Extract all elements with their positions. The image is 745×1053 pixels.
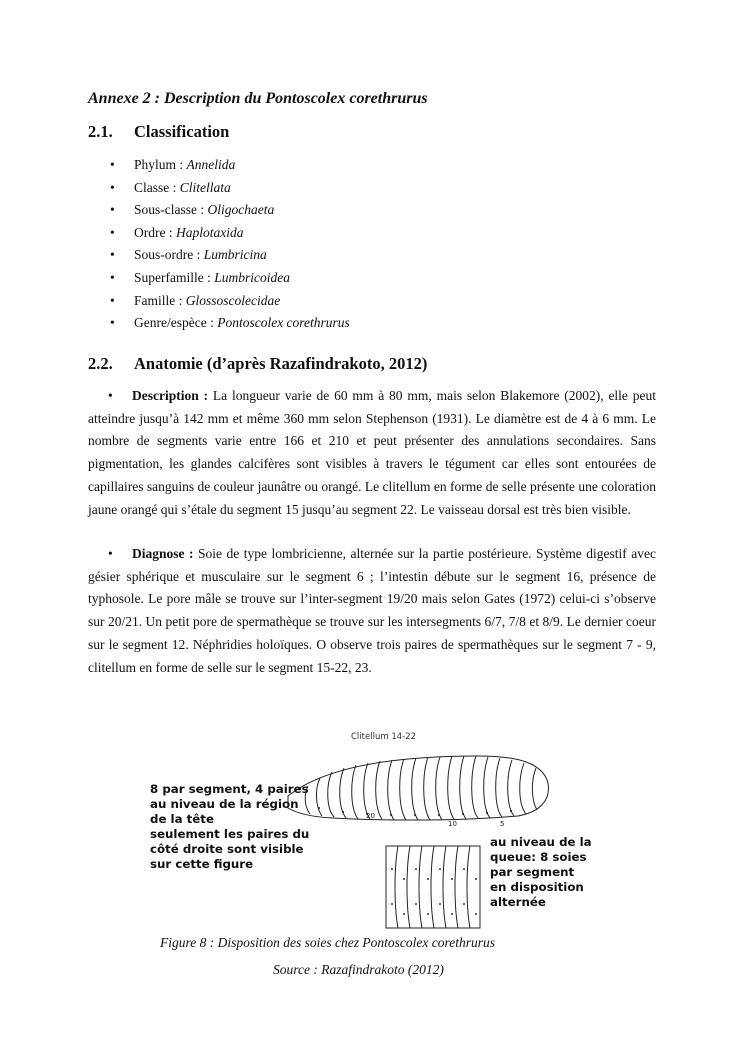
bullet-icon: • — [110, 315, 115, 331]
list-item: • Superfamille : Lumbricoidea — [110, 268, 350, 291]
bullet-icon: • — [110, 179, 115, 195]
description-paragraph — [88, 385, 656, 521]
list-item: • Genre/espèce : Pontoscolex corethrurus — [110, 313, 350, 336]
figure-label-head: 8 par segment, 4 paires au niveau de la région de la tête seulement les paires du côté droite sont visible sur cette figure — [150, 782, 310, 871]
figure-source: Source : Razafindrakoto (2012) — [273, 962, 444, 977]
diagnose-lead: Diagnose : — [132, 546, 194, 561]
bullet-icon: • — [110, 247, 115, 263]
bullet-icon: • — [110, 157, 115, 172]
worm-tail-outline — [386, 846, 480, 928]
section-heading-classification — [88, 122, 229, 142]
diagnose-paragraph — [88, 543, 656, 679]
worm-segments — [305, 756, 537, 820]
description-lead: Description : — [132, 388, 209, 403]
bullet-icon: • — [110, 292, 115, 308]
list-item: • Famille : Glossoscolecidae — [110, 291, 350, 314]
bullet-icon: • — [108, 546, 113, 561]
section-heading-anatomie — [88, 354, 427, 374]
list-item: • Sous-classe : Oligochaeta — [110, 200, 350, 223]
list-item: • Ordre : Haplotaxida — [110, 223, 350, 246]
figure-label-tail: au niveau de la queue: 8 soies par segment en disposition alternée — [490, 835, 592, 909]
segment-number: 5 — [500, 820, 505, 828]
bullet-icon: • — [110, 224, 115, 240]
classification-list — [110, 155, 350, 336]
segment-number: 20 — [366, 812, 375, 820]
annex-title: Annexe 2 : Description du Pontoscolex corethrurus — [88, 90, 428, 107]
bullet-icon: • — [110, 269, 115, 285]
clitellum-label: Clitellum 14-22 — [351, 732, 417, 742]
description-text: La longueur varie de 60 mm à 80 mm, mais selon Blakemore (2002), elle peut atteindre jusqu’à 142 mm et même 360 mm selon Stephenson (1931). Le diamètre est de 4 à 6 mm. Le nombre de segments varie entre 166 et 210 et peut présenter des annulations secondaires. Sans pigmentation, les glandes calcifères sont visibles à travers le tégument car elles sont entourées de capillaires sanguins de couleur jaunâtre ou orangé. Le clitellum en forme de selle présente une coloration jaune orangé qui s’étale du segment 15 jusqu’au segment 22. Le vaisseau dorsal est très bien visible. — [88, 388, 656, 517]
section-title: Anatomie (d’après Razafindrakoto, 2012) — [134, 354, 428, 373]
list-item: • Classe : Clitellata — [110, 178, 350, 201]
worm-body-outline — [288, 756, 548, 820]
bullet-icon: • — [108, 388, 113, 403]
segment-number: 10 — [448, 820, 457, 828]
figure-caption: Figure 8 : Disposition des soies chez Pontoscolex corethrurus — [160, 935, 495, 950]
section-title: Classification — [134, 122, 230, 141]
bullet-icon: • — [110, 202, 115, 218]
tail-setae-marks — [392, 868, 476, 915]
diagnose-text: Soie de type lombricienne, alternée sur la partie postérieure. Système digestif avec gésier sphérique et musculaire sur le segment 6 ; l’intestin débute sur le segment 16, présence de typhosole. Le pore mâle se trouve sur l’inter-segment 19/20 mais selon Gates (1972) celui-ci s’observe sur 20/21. Un petit pore de spermathèque se trouve sur les intersegments 6/7, 7/8 et 8/9. Le dernier coeur sur le segment 12. Néphridies holoïques. O observe trois paires de spermathèques sur le segment 7 - 9, clitellum en forme de selle sur le segment 15-22, 23. — [88, 546, 656, 675]
section-number: 2.1. — [88, 122, 113, 141]
worm-tail-segments — [395, 846, 470, 928]
worm-figure — [148, 728, 593, 933]
list-item: • Phylum : Annelida — [110, 155, 350, 178]
list-item: • Sous-ordre : Lumbricina — [110, 245, 350, 268]
section-number: 2.2. — [88, 354, 113, 373]
